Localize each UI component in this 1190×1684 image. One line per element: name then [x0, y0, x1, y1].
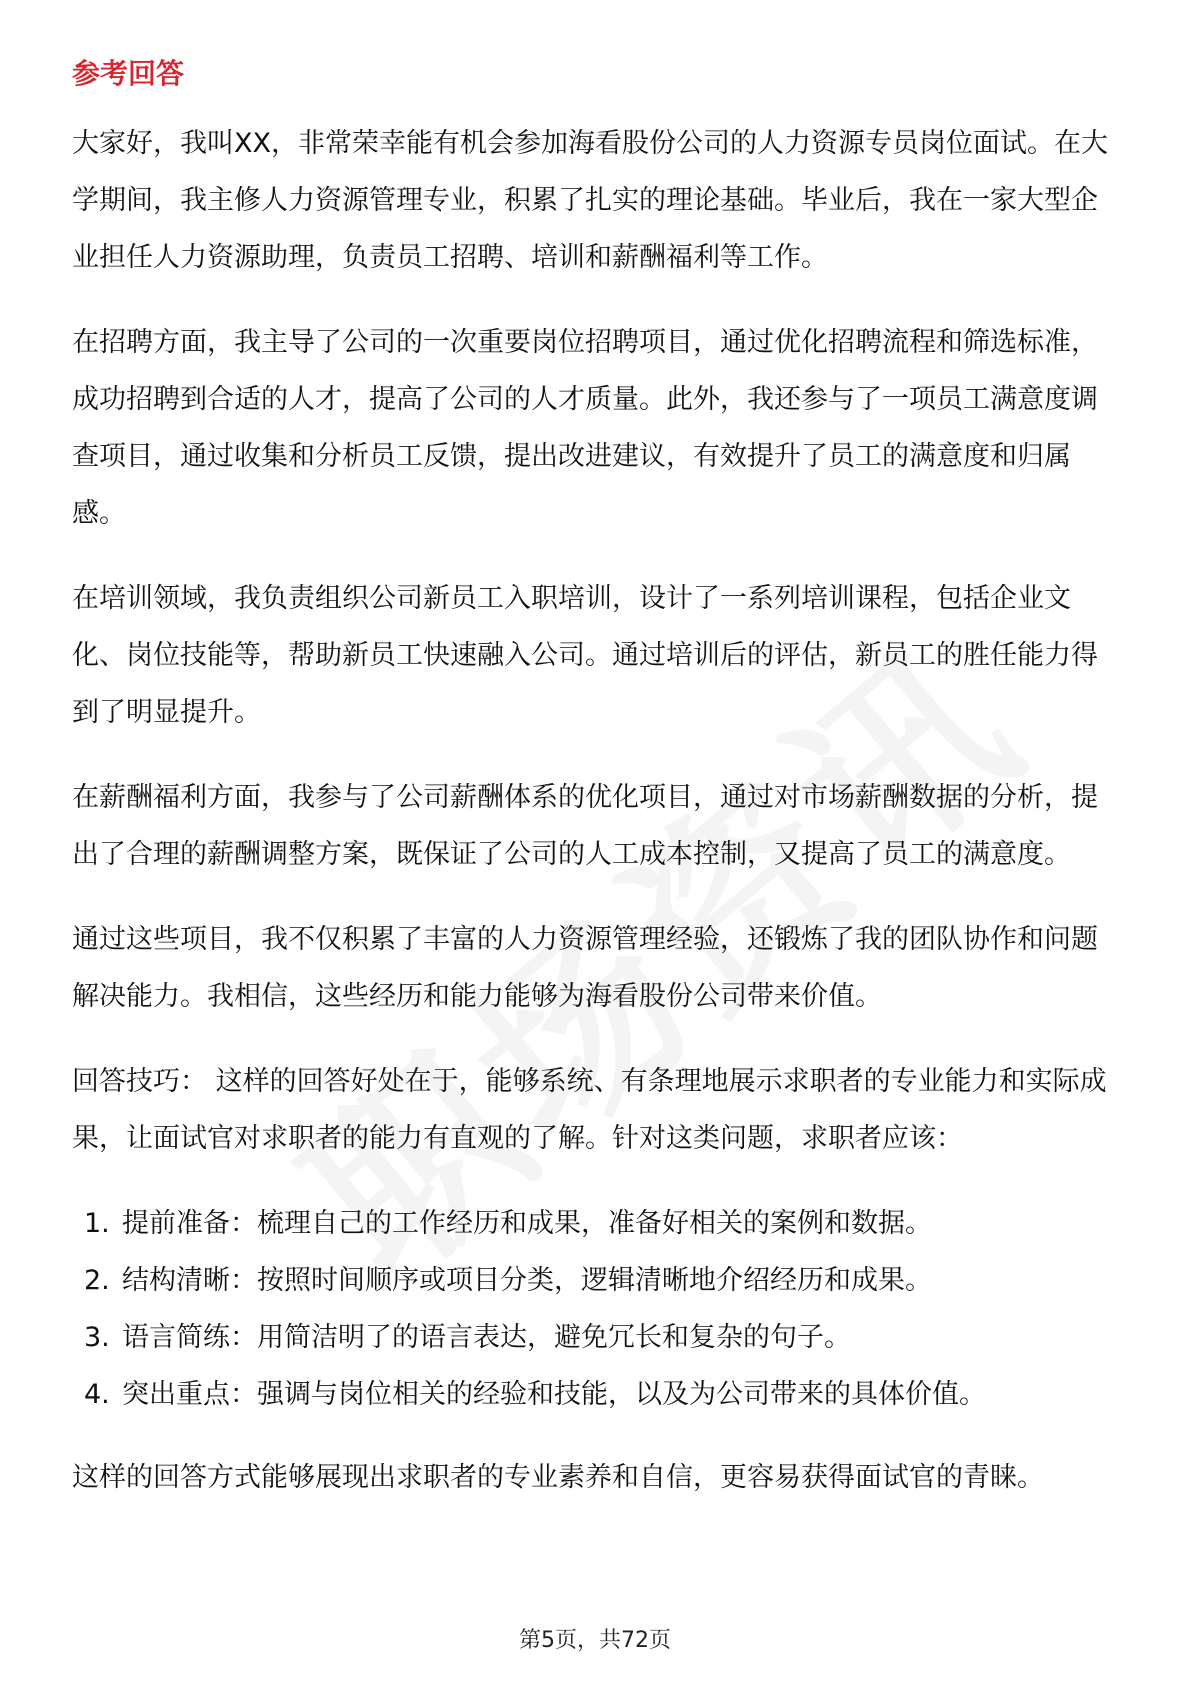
- page-number: 第5页，共72页: [519, 1628, 671, 1653]
- list-item-text: 突出重点：强调与岗位相关的经验和技能，以及为公司带来的具体价值。: [122, 1379, 986, 1410]
- paragraph-intro: 大家好，我叫XX，非常荣幸能有机会参加海看股份公司的人力资源专员岗位面试。在大学期间，我主修人力资源管理专业，积累了扎实的理论基础。毕业后，我在一家大型企业担任人力资源助理，负责员工招聘、培训和薪酬福利等工作。: [72, 128, 1108, 273]
- conclusion: 这样的回答方式能够展现出求职者的专业素养和自信，更容易获得面试官的青睐。: [72, 1462, 1044, 1493]
- list-item-number: 4.: [84, 1379, 110, 1410]
- paragraph-compensation: 在薪酬福利方面，我参与了公司薪酬体系的优化项目，通过对市场薪酬数据的分析，提出了合理的薪酬调整方案，既保证了公司的人工成本控制，又提高了员工的满意度。: [72, 782, 1098, 870]
- tips-intro: 回答技巧： 这样的回答好处在于，能够系统、有条理地展示求职者的专业能力和实际成果，让面试官对求职者的能力有直观的了解。针对这类问题，求职者应该：: [72, 1066, 1107, 1154]
- section-heading: 参考回答: [72, 57, 185, 90]
- list-item-number: 3.: [84, 1322, 110, 1353]
- paragraph-summary: 通过这些项目，我不仅积累了丰富的人力资源管理经验，还锻炼了我的团队协作和问题解决能力。我相信，这些经历和能力能够为海看股份公司带来价值。: [72, 924, 1098, 1012]
- list-item: [72, 1252, 1122, 1309]
- list-item-number: 2.: [84, 1265, 110, 1296]
- answer-body: [72, 115, 1122, 1534]
- list-item: [72, 1195, 1122, 1252]
- list-item-text: 提前准备：梳理自己的工作经历和成果，准备好相关的案例和数据。: [122, 1208, 932, 1239]
- list-item: [72, 1309, 1122, 1366]
- list-item-text: 结构清晰：按照时间顺序或项目分类，逻辑清晰地介绍经历和成果。: [122, 1265, 932, 1296]
- list-item: [72, 1366, 1122, 1423]
- tips-list: [72, 1195, 1122, 1423]
- paragraph-training: 在培训领域，我负责组织公司新员工入职培训，设计了一系列培训课程，包括企业文化、岗位技能等，帮助新员工快速融入公司。通过培训后的评估，新员工的胜任能力得到了明显提升。: [72, 583, 1098, 728]
- list-item-number: 1.: [84, 1208, 110, 1239]
- paragraph-recruiting: 在招聘方面，我主导了公司的一次重要岗位招聘项目，通过优化招聘流程和筛选标准，成功招聘到合适的人才，提高了公司的人才质量。此外，我还参与了一项员工满意度调查项目，通过收集和分析员工反馈，提出改进建议，有效提升了员工的满意度和归属感。: [72, 327, 1098, 529]
- list-item-text: 语言简练：用简洁明了的语言表达，避免冗长和复杂的句子。: [122, 1322, 851, 1353]
